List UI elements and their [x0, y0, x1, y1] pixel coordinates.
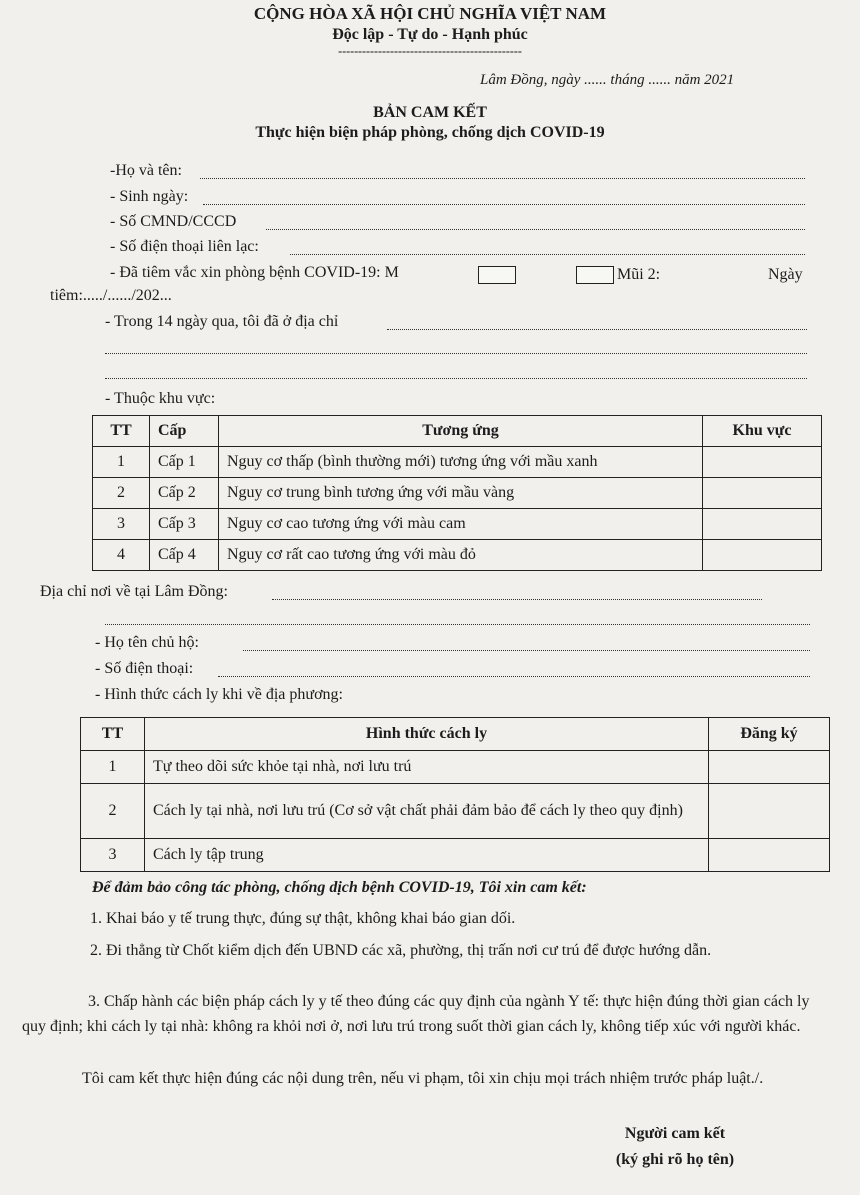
region-row-area-cell[interactable] [703, 478, 822, 509]
table-row [81, 839, 830, 872]
signature-note: (ký ghi rõ họ tên) [615, 1151, 735, 1168]
table-row [81, 751, 830, 784]
region-header-level: Cấp [150, 416, 219, 447]
field-last14-label: - Trong 14 ngày qua, tôi đã ở địa chỉ [105, 313, 339, 330]
table-row [81, 784, 830, 839]
place-date: Lâm Đồng, ngày ...... tháng ...... năm 2021 [480, 72, 735, 88]
field-injection-date[interactable]: tiêm:...../....../202... [50, 287, 172, 304]
region-header-tt: TT [93, 416, 150, 447]
table-row [93, 509, 822, 540]
commitment-item-3: 3. Chấp hành các biện pháp cách ly y tế theo đúng các quy định của ngành Y tế: thực hiện đúng thời gian cách ly quy định; khi cách ly tại nhà: không ra khỏi nơi ở, nơi lưu trú trong suốt thời gian cách ly, không tiếp xúc với người khác. [22, 993, 810, 1035]
field-last14-line1[interactable] [387, 329, 807, 330]
region-row-level: Cấp 4 [150, 540, 219, 571]
commitment-item-2: 2. Đi thẳng từ Chốt kiểm dịch đến UBND các xã, phường, thị trấn nơi cư trú để được hướng dẫn. [90, 942, 712, 959]
field-vaccine-label: - Đã tiêm vắc xin phòng bệnh COVID-19: M [110, 264, 399, 281]
region-row-description: Nguy cơ trung bình tương ứng với mầu vàng [219, 478, 703, 509]
field-date-word: Ngày [768, 266, 803, 283]
quarantine-row-register-cell[interactable] [709, 784, 830, 839]
region-row-level: Cấp 2 [150, 478, 219, 509]
region-row-tt: 2 [93, 478, 150, 509]
field-address-line2[interactable] [105, 624, 810, 625]
region-table [92, 415, 822, 571]
document-title: BẢN CAM KẾT [373, 104, 487, 121]
commitment-heading: Để đảm bảo công tác phòng, chống dịch bệnh COVID-19, Tôi xin cam kết: [92, 879, 587, 896]
field-region-label: - Thuộc khu vực: [105, 390, 216, 407]
field-dob-label: - Sinh ngày: [110, 188, 189, 205]
quarantine-table-header [81, 718, 830, 751]
field-phone2-line[interactable] [218, 676, 810, 677]
field-name-line[interactable] [200, 178, 805, 179]
commitment-closing: Tôi cam kết thực hiện đúng các nội dung trên, nếu vi phạm, tôi xin chịu mọi trách nhiệm trước pháp luật./. [82, 1070, 764, 1087]
document-subtitle: Thực hiện biện pháp phòng, chống dịch COVID-19 [255, 124, 605, 141]
field-name-label: -Họ và tên: [110, 162, 182, 179]
quarantine-row-tt: 2 [81, 784, 145, 839]
region-row-description: Nguy cơ cao tương ứng với màu cam [219, 509, 703, 540]
commitment-item-1: 1. Khai báo y tế trung thực, đúng sự thật, không khai báo gian dối. [90, 910, 516, 927]
field-last14-line3[interactable] [105, 378, 807, 379]
field-id-label: - Số CMND/CCCD [110, 213, 237, 230]
quarantine-table [80, 717, 830, 872]
region-row-area-cell[interactable] [703, 509, 822, 540]
region-table-header [93, 416, 822, 447]
table-row [93, 447, 822, 478]
vaccine-dose1-checkbox[interactable] [478, 266, 516, 284]
field-id-line[interactable] [266, 229, 805, 230]
field-phone-label: - Số điện thoại liên lạc: [110, 238, 259, 255]
table-row [93, 478, 822, 509]
nation-title: CỘNG HÒA XÃ HỘI CHỦ NGHĨA VIỆT NAM [253, 4, 607, 23]
field-last14-line2[interactable] [105, 353, 807, 354]
header-separator: ---------------------------------------------- [338, 44, 522, 58]
field-phone2-label: - Số điện thoại: [95, 660, 194, 677]
field-dob-line[interactable] [203, 204, 805, 205]
table-row [93, 540, 822, 571]
field-dose2-label: Mũi 2: [617, 266, 661, 283]
region-row-description: Nguy cơ rất cao tương ứng với màu đỏ [219, 540, 703, 571]
quarantine-row-register-cell[interactable] [709, 751, 830, 784]
quarantine-row-tt: 1 [81, 751, 145, 784]
region-header-area: Khu vực [703, 416, 822, 447]
motto: Độc lập - Tự do - Hạnh phúc [332, 26, 528, 43]
quarantine-header-register: Đăng ký [709, 718, 830, 751]
quarantine-row-form: Cách ly tại nhà, nơi lưu trú (Cơ sở vật chất phải đảm bảo để cách ly theo quy định) [145, 784, 709, 839]
quarantine-row-form: Cách ly tập trung [145, 839, 709, 872]
region-row-area-cell[interactable] [703, 447, 822, 478]
region-row-tt: 1 [93, 447, 150, 478]
region-row-level: Cấp 1 [150, 447, 219, 478]
quarantine-header-form: Hình thức cách ly [145, 718, 709, 751]
field-householder-line[interactable] [243, 650, 810, 651]
field-quarantine-label: - Hình thức cách ly khi về địa phương: [95, 686, 343, 703]
quarantine-row-form: Tự theo dõi sức khỏe tại nhà, nơi lưu trú [145, 751, 709, 784]
field-householder-label: - Họ tên chủ hộ: [95, 634, 199, 651]
region-row-level: Cấp 3 [150, 509, 219, 540]
region-row-tt: 3 [93, 509, 150, 540]
vaccine-dose2-checkbox[interactable] [576, 266, 614, 284]
quarantine-row-register-cell[interactable] [709, 839, 830, 872]
region-row-area-cell[interactable] [703, 540, 822, 571]
field-address-line1[interactable] [272, 599, 762, 600]
region-row-tt: 4 [93, 540, 150, 571]
quarantine-row-tt: 3 [81, 839, 145, 872]
field-address-label: Địa chỉ nơi về tại Lâm Đồng: [40, 583, 228, 600]
signature-title: Người cam kết [624, 1125, 726, 1142]
quarantine-header-tt: TT [81, 718, 145, 751]
region-header-description: Tương ứng [219, 416, 703, 447]
region-row-description: Nguy cơ thấp (bình thường mới) tương ứng với mầu xanh [219, 447, 703, 478]
field-phone-line[interactable] [290, 254, 805, 255]
signature-area[interactable] [600, 1172, 760, 1190]
